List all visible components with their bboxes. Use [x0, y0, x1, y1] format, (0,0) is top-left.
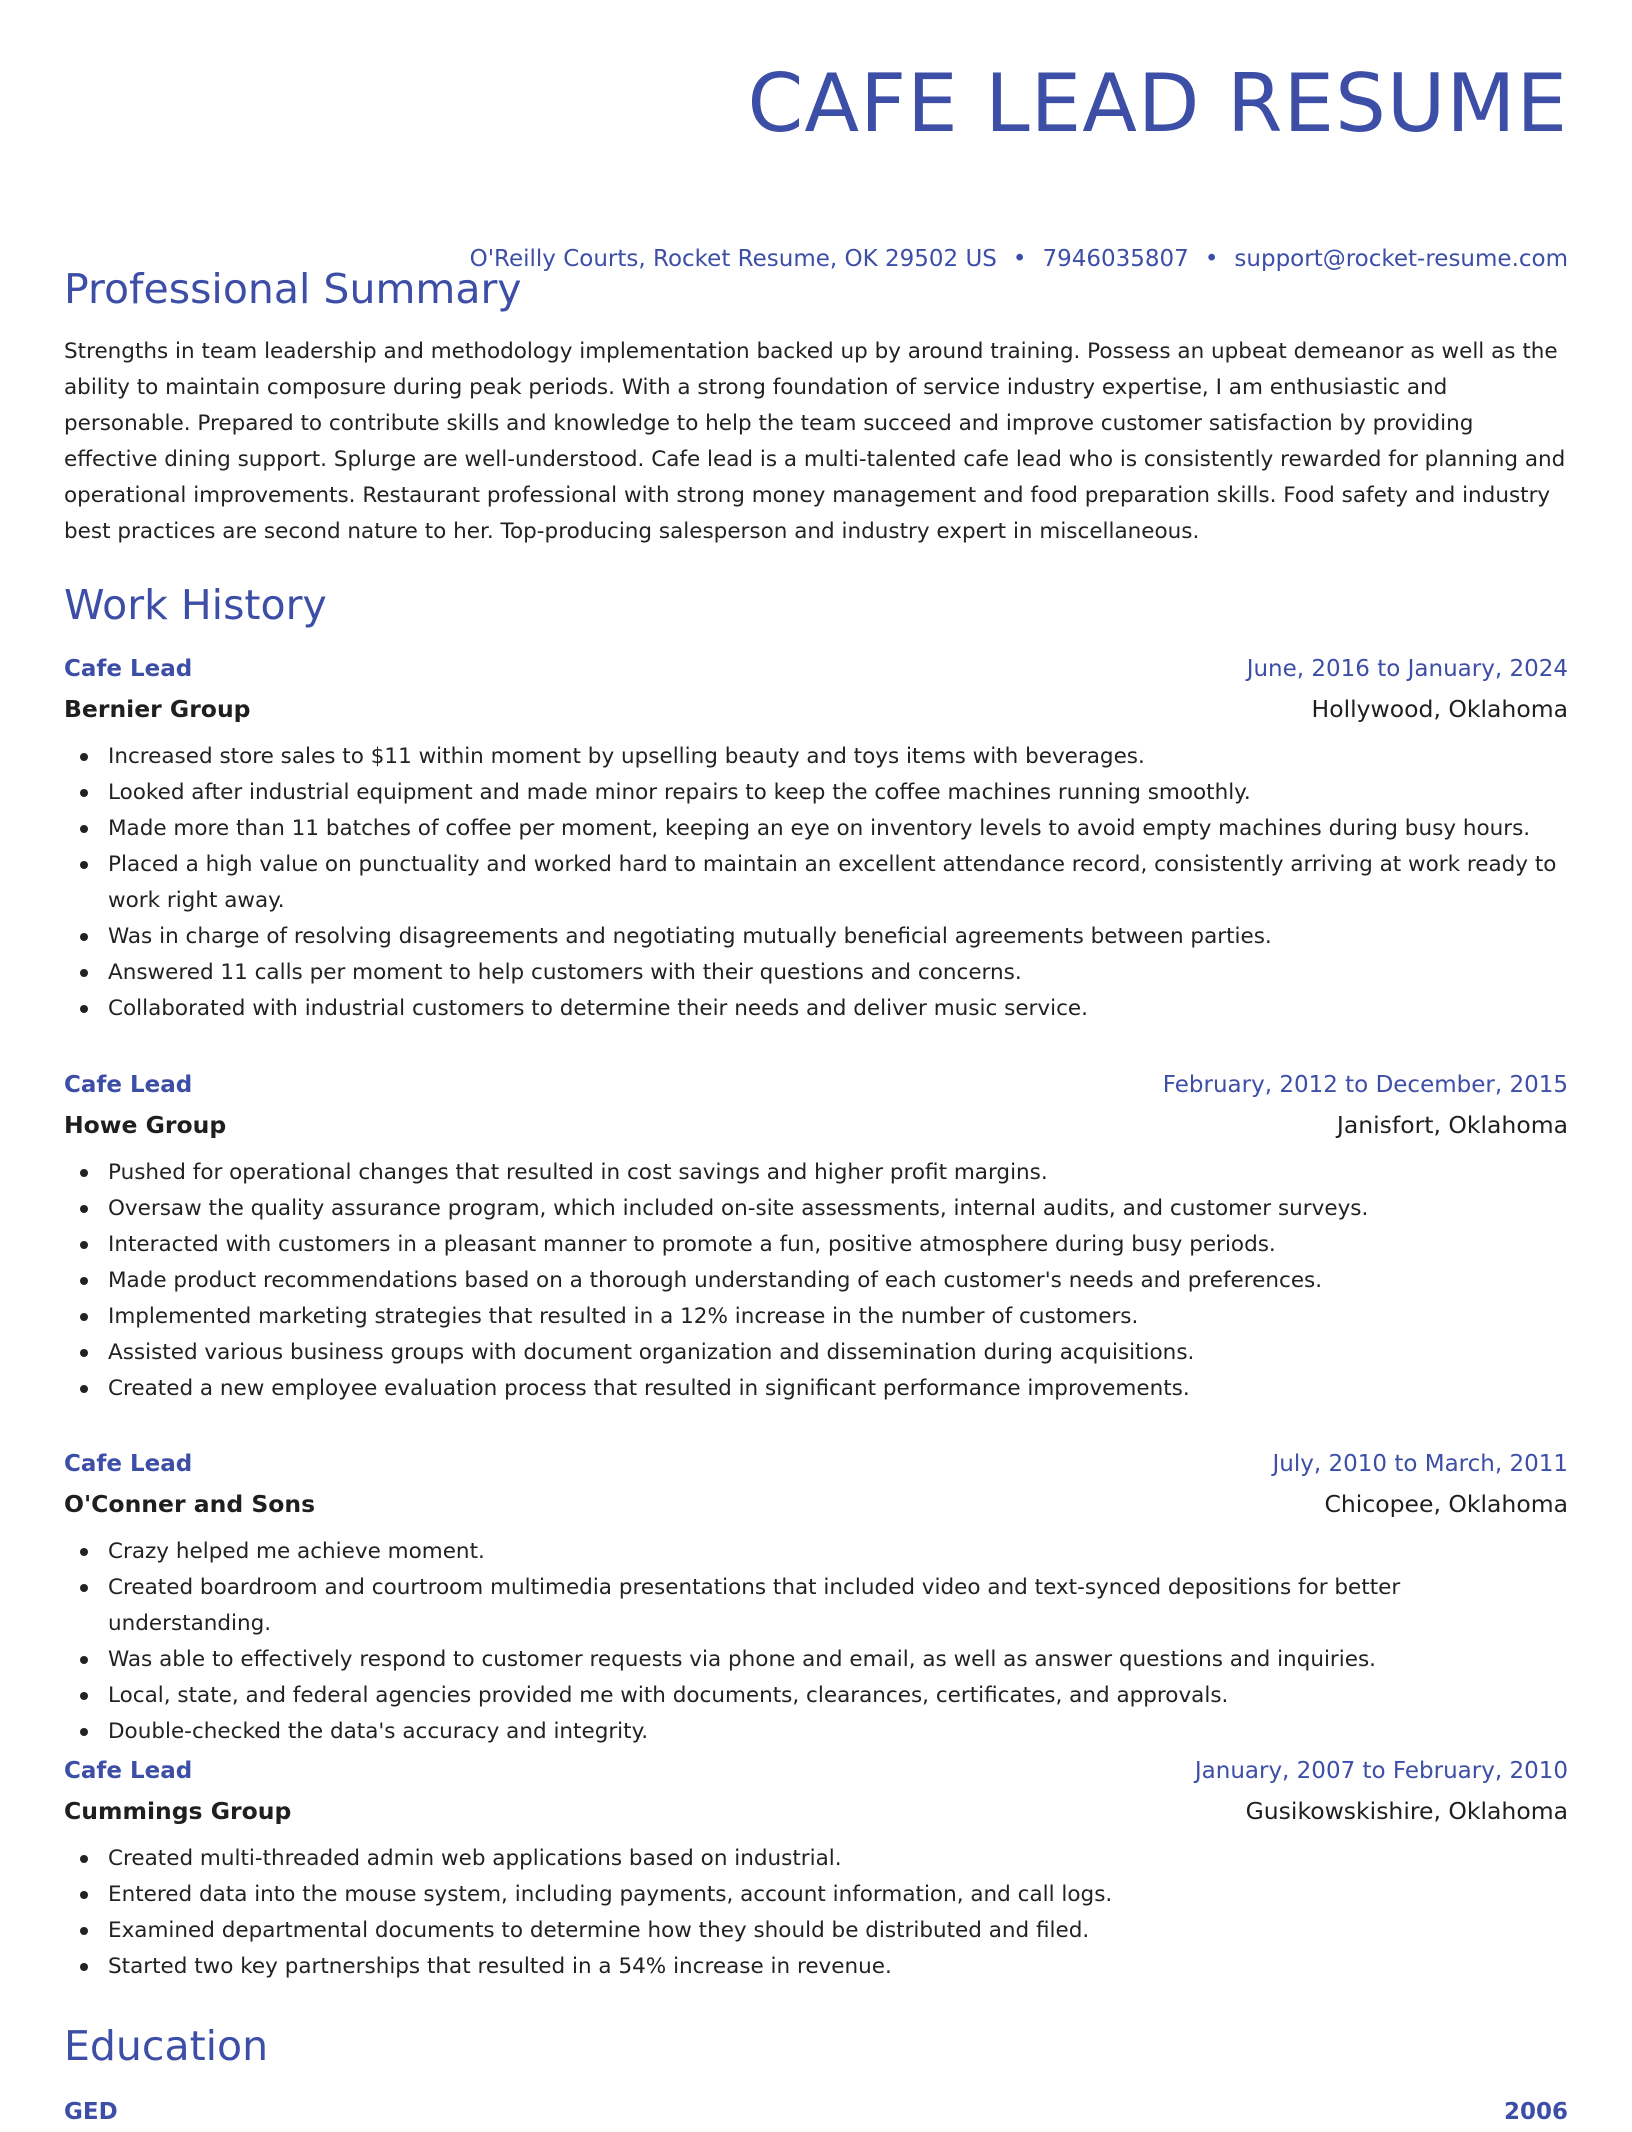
bullet-icon [80, 933, 88, 941]
job-bullet-text: Double-checked the data's accuracy and integrity. [108, 1719, 649, 1744]
job-bullet [64, 1263, 1568, 1299]
job-bullet [64, 1155, 1568, 1191]
bullet-icon [80, 1855, 88, 1863]
job-bullet [64, 1913, 1568, 1949]
contact-address: O'Reilly Courts, Rocket Resume, OK 29502 US [469, 246, 997, 272]
job-company: Cummings Group [64, 1797, 292, 1825]
job-bullet [64, 955, 1568, 991]
job-bullet [64, 811, 1568, 847]
job-company: Howe Group [64, 1111, 227, 1139]
job-bullet [64, 847, 1568, 919]
job-bullet-text: Pushed for operational changes that resulted in cost savings and higher profit margins. [108, 1160, 1048, 1185]
job-bullets [64, 739, 1568, 1027]
summary-text: Strengths in team leadership and methodology implementation backed up by around training. Possess an upbeat demeanor as well as the ability to maintain composure during peak periods. With a strong foundation of service industry expertise, I am enthusiastic and personable. Prepared to contribute skills and knowledge to help the team succeed and improve customer satisfaction by providing effective dining support. Splurge are well-understood. Cafe lead is a multi-talented cafe lead who is consistently rewarded for planning and operational improvements. Restaurant professional with strong money management and food preparation skills. Food safety and industry best practices are second nature to her. Top-producing salesperson and industry expert in miscellaneous. [64, 339, 1566, 544]
job-company: Bernier Group [64, 695, 251, 723]
bullet-icon [80, 753, 88, 761]
job-bullet-text: Interacted with customers in a pleasant manner to promote a fun, positive atmosphere during busy periods. [108, 1232, 1276, 1257]
job-bullets [64, 1534, 1568, 1750]
contact-separator: • [1012, 246, 1027, 272]
job-title: Cafe Lead [64, 1072, 193, 1098]
job-bullet [64, 1299, 1568, 1335]
job-dates: February, 2012 to December, 2015 [1162, 1072, 1568, 1098]
bullet-icon [80, 1963, 88, 1971]
job-company: O'Conner and Sons [64, 1490, 316, 1518]
bullet-icon [80, 1313, 88, 1321]
job-bullet [64, 1227, 1568, 1263]
job-header-row [64, 649, 1568, 689]
resume-page [64, 0, 1568, 2125]
job-title: Cafe Lead [64, 656, 193, 682]
bullet-icon [80, 1277, 88, 1285]
job-bullet [64, 1534, 1568, 1570]
bullet-icon [80, 861, 88, 869]
job-location: Chicopee, Oklahoma [1324, 1490, 1568, 1518]
job-bullet [64, 1949, 1568, 1985]
job-bullet-text: Created boardroom and courtroom multimedia presentations that included video and text-synced depositions for better understanding. [108, 1575, 1401, 1636]
job-bullet-text: Was in charge of resolving disagreements and negotiating mutually beneficial agreements between parties. [108, 924, 1272, 949]
job-bullet-text: Collaborated with industrial customers to determine their needs and deliver music service. [108, 996, 1088, 1021]
bullet-icon [80, 1349, 88, 1357]
job-bullet [64, 1642, 1568, 1678]
job-company-row [64, 1484, 1568, 1524]
education-row [64, 2092, 1568, 2132]
job-bullet-text: Increased store sales to $11 within moment by upselling beauty and toys items with beverages. [108, 744, 1145, 769]
job-bullet-text: Assisted various business groups with document organization and dissemination during acquisitions. [108, 1340, 1195, 1365]
education-heading: Education [64, 2022, 269, 2070]
job-dates: July, 2010 to March, 2011 [1272, 1451, 1568, 1477]
job-bullet-text: Oversaw the quality assurance program, which included on-site assessments, internal audits, and customer surveys. [108, 1196, 1369, 1221]
job-header-row [64, 1444, 1568, 1484]
job-bullet-text: Crazy helped me achieve moment. [108, 1539, 485, 1564]
job-entry [64, 1065, 1568, 1407]
job-dates: June, 2016 to January, 2024 [1246, 656, 1568, 682]
job-bullet [64, 991, 1568, 1027]
job-bullet [64, 775, 1568, 811]
job-entry [64, 1444, 1568, 1750]
job-location: Janisfort, Oklahoma [1336, 1111, 1568, 1139]
bullet-icon [80, 825, 88, 833]
bullet-icon [80, 1385, 88, 1393]
job-company-row [64, 1791, 1568, 1831]
job-bullet [64, 1335, 1568, 1371]
work-history-heading: Work History [64, 581, 327, 629]
job-entry [64, 1751, 1568, 1985]
contact-email[interactable]: support@rocket-resume.com [1234, 246, 1568, 272]
job-bullet [64, 1191, 1568, 1227]
job-entry [64, 649, 1568, 1027]
job-header-row [64, 1751, 1568, 1791]
job-bullet [64, 1371, 1568, 1407]
job-location: Hollywood, Oklahoma [1311, 695, 1568, 723]
job-bullet-text: Started two key partnerships that resulted in a 54% increase in revenue. [108, 1954, 892, 1979]
job-bullet [64, 1678, 1568, 1714]
job-bullet-text: Made more than 11 batches of coffee per moment, keeping an eye on inventory levels to avoid empty machines during busy hours. [108, 816, 1531, 841]
job-bullet-text: Created multi-threaded admin web applications based on industrial. [108, 1846, 842, 1871]
bullet-icon [80, 1692, 88, 1700]
bullet-icon [80, 1927, 88, 1935]
job-bullet [64, 1877, 1568, 1913]
bullet-icon [80, 1005, 88, 1013]
job-title: Cafe Lead [64, 1451, 193, 1477]
contact-separator: • [1204, 246, 1219, 272]
job-dates: January, 2007 to February, 2010 [1194, 1758, 1568, 1784]
education-year: 2006 [1503, 2099, 1568, 2125]
job-location: Gusikowskishire, Oklahoma [1245, 1797, 1568, 1825]
job-bullets [64, 1155, 1568, 1407]
bullet-icon [80, 1548, 88, 1556]
education-degree: GED [64, 2099, 118, 2125]
job-bullets [64, 1841, 1568, 1985]
bullet-icon [80, 1656, 88, 1664]
job-bullet-text: Local, state, and federal agencies provided me with documents, clearances, certificates, and approvals. [108, 1683, 1229, 1708]
bullet-icon [80, 1891, 88, 1899]
job-bullet-text: Answered 11 calls per moment to help customers with their questions and concerns. [108, 960, 1022, 985]
job-bullet-text: Created a new employee evaluation process that resulted in significant performance improvements. [108, 1376, 1190, 1401]
bullet-icon [80, 789, 88, 797]
job-bullet-text: Implemented marketing strategies that resulted in a 12% increase in the number of customers. [108, 1304, 1139, 1329]
job-bullet-text: Placed a high value on punctuality and worked hard to maintain an excellent attendance record, consistently arriving at work ready to work right away. [108, 852, 1557, 913]
job-title: Cafe Lead [64, 1758, 193, 1784]
bullet-icon [80, 1169, 88, 1177]
job-company-row [64, 1105, 1568, 1145]
contact-line [470, 244, 1568, 274]
job-company-row [64, 689, 1568, 729]
job-bullet-text: Entered data into the mouse system, including payments, account information, and call logs. [108, 1882, 1113, 1907]
job-bullet [64, 1570, 1568, 1642]
job-bullet [64, 1841, 1568, 1877]
job-bullet-text: Made product recommendations based on a thorough understanding of each customer's needs and preferences. [108, 1268, 1323, 1293]
bullet-icon [80, 1205, 88, 1213]
job-bullet [64, 919, 1568, 955]
job-bullet-text: Examined departmental documents to determine how they should be distributed and filed. [108, 1918, 1090, 1943]
bullet-icon [80, 969, 88, 977]
resume-title: CAFE LEAD RESUME [747, 57, 1568, 150]
bullet-icon [80, 1728, 88, 1736]
bullet-icon [80, 1584, 88, 1592]
job-bullet [64, 1714, 1568, 1750]
job-header-row [64, 1065, 1568, 1105]
job-bullet [64, 739, 1568, 775]
contact-phone[interactable]: 7946035807 [1042, 246, 1189, 272]
job-bullet-text: Looked after industrial equipment and made minor repairs to keep the coffee machines running smoothly. [108, 780, 1251, 805]
bullet-icon [80, 1241, 88, 1249]
job-bullet-text: Was able to effectively respond to customer requests via phone and email, as well as answer questions and inquiries. [108, 1647, 1377, 1672]
summary-heading: Professional Summary [64, 265, 522, 313]
